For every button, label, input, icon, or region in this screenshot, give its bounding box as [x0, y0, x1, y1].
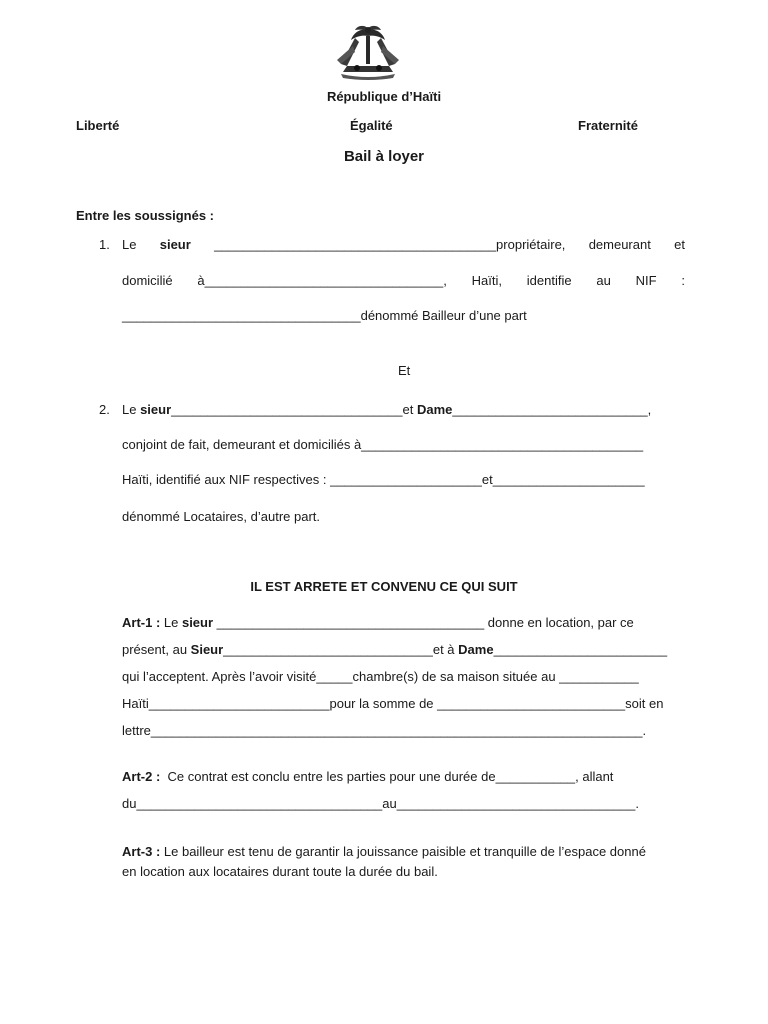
- art2-line2: du__________________________________au_________________________________.: [122, 796, 639, 811]
- text: Le bailleur est tenu de garantir la jouissance paisible et tranquille de l’espace donné: [160, 844, 646, 859]
- text: Le: [122, 402, 141, 417]
- party2-line3: Haïti, identifié aux NIF respectives : _____________________et_____________________: [122, 472, 645, 487]
- text: _____________________________et à: [223, 642, 459, 657]
- party1-line2: [122, 273, 685, 288]
- motto-liberte: Liberté: [76, 118, 120, 133]
- et-separator: Et: [398, 363, 411, 378]
- motto-fraternite: Fraternité: [578, 118, 638, 133]
- word: demeurant: [588, 237, 651, 252]
- word: identifie: [526, 273, 572, 288]
- art1-line5: lettre____________________________________________________________________.: [122, 723, 647, 738]
- party2-line2: conjoint de fait, demeurant et domiciliés à_______________________________________: [122, 437, 644, 452]
- word-dame: Dame: [458, 642, 494, 657]
- word-sieur: sieur: [140, 402, 172, 417]
- motto-egalite: Égalité: [350, 118, 393, 133]
- art3-line2: en location aux locataires durant toute la durée du bail.: [122, 864, 438, 879]
- art3-line1: [122, 844, 646, 859]
- art2-label: Art-2 :: [122, 769, 161, 784]
- word: Le: [122, 237, 137, 252]
- art1-line1: [122, 615, 634, 630]
- text: ___________________________,: [452, 402, 652, 417]
- party2-line1: [122, 402, 651, 417]
- text: ________________________: [493, 642, 668, 657]
- word: _______________________________________propriétaire,: [214, 237, 566, 252]
- text: présent, au: [122, 642, 191, 657]
- art2-line1: [122, 769, 613, 784]
- text: ________________________________et: [171, 402, 417, 417]
- party2-number: 2.: [99, 402, 110, 417]
- party2-line4: dénommé Locataires, d’autre part.: [122, 509, 320, 524]
- party1-line3: _________________________________dénommé Bailleur d’une part: [122, 308, 527, 323]
- party1-line1: [122, 237, 685, 252]
- document-title: Bail à loyer: [343, 148, 425, 165]
- word: NIF: [635, 273, 657, 288]
- word: à_________________________________,: [197, 273, 447, 288]
- word-sieur: sieur: [181, 615, 214, 630]
- text: Ce contrat est conclu entre les parties pour une durée de___________, allant: [160, 769, 614, 784]
- text: _____________________________________ donne en location, par ce: [213, 615, 634, 630]
- parties-intro: Entre les soussignés :: [76, 208, 214, 223]
- party1-number: 1.: [99, 237, 110, 252]
- art1-line2: [122, 642, 667, 657]
- word: au: [596, 273, 611, 288]
- word: et: [674, 237, 685, 252]
- section-title: IL EST ARRETE ET CONVENU CE QUI SUIT: [250, 579, 518, 594]
- republic-heading: République d’Haïti: [326, 89, 442, 104]
- word-sieur: sieur: [159, 237, 191, 252]
- word: :: [681, 273, 685, 288]
- coat-of-arms-icon: [333, 24, 403, 80]
- art1-line3: qui l’acceptent. Après l’avoir visité_____chambre(s) de sa maison située au ___________: [122, 669, 639, 684]
- word-dame: Dame: [416, 402, 453, 417]
- art3-label: Art-3 :: [122, 844, 161, 859]
- word: Haïti,: [471, 273, 502, 288]
- text: Le: [160, 615, 182, 630]
- art1-label: Art-1 :: [122, 615, 161, 630]
- word: domicilié: [122, 273, 173, 288]
- art1-line4: Haïti_________________________pour la somme de __________________________soit en: [122, 696, 664, 711]
- word-sieur: Sieur: [190, 642, 224, 657]
